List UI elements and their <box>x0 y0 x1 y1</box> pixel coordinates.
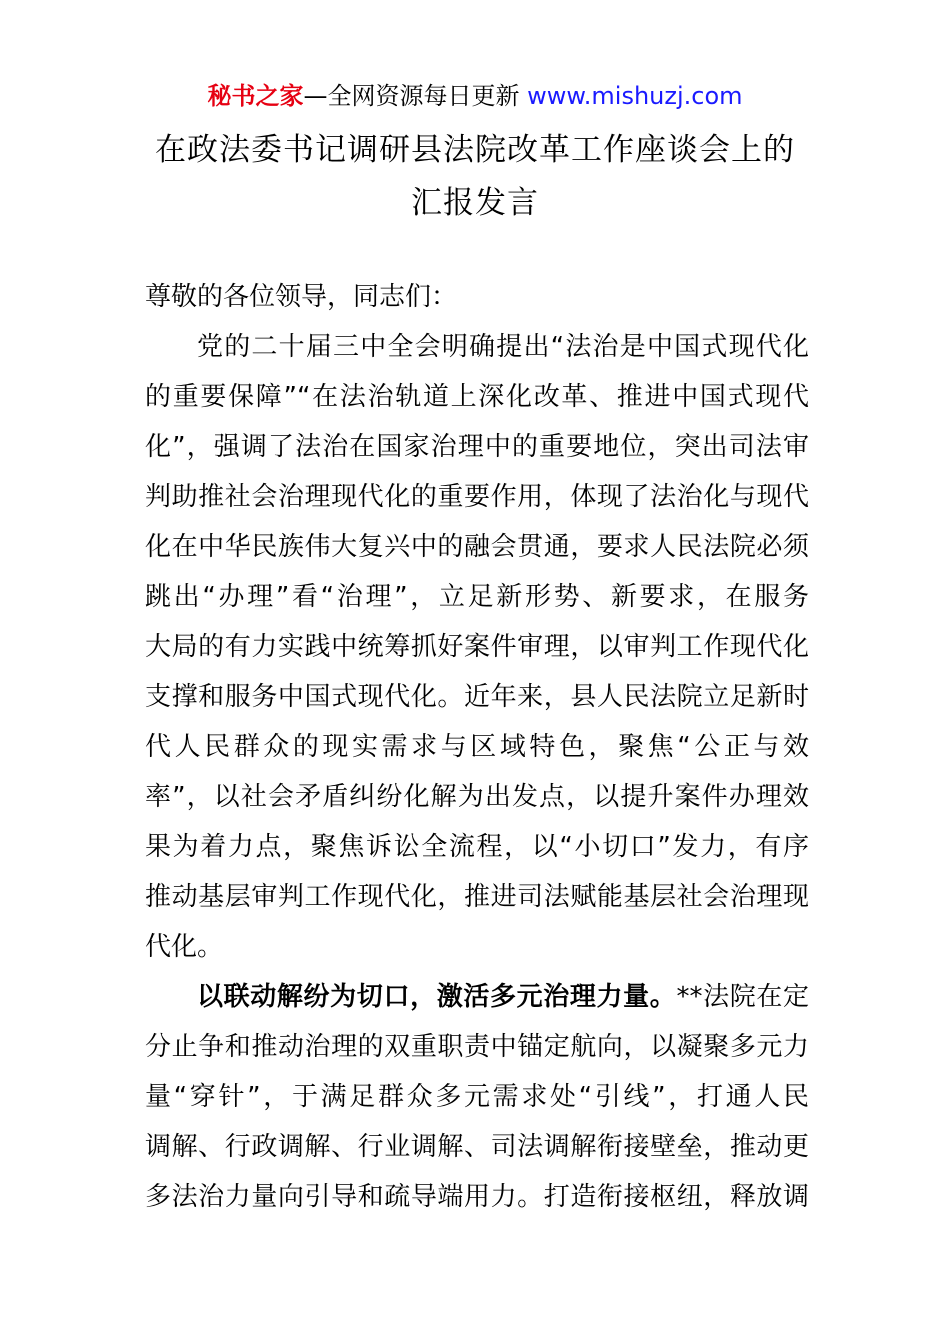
paragraph-line: 的重要保障”“在法治轨道上深化改革、推进中国式现代 <box>145 382 809 412</box>
paragraph-lead-rest: **法院在定 <box>676 982 809 1012</box>
site-brand: 秘书之家 <box>207 82 304 110</box>
title-line-2: 汇报发言 <box>411 185 539 221</box>
site-url[interactable]: www.mishuzj.com <box>527 82 743 110</box>
paragraph-line: 代人民群众的现实需求与区域特色，聚焦“公正与效 <box>145 732 809 762</box>
paragraph-line: 跳出“办理”看“治理”，立足新形势、新要求，在服务 <box>145 582 809 612</box>
paragraph-line: 代化。 <box>145 932 224 962</box>
document-body <box>145 272 809 1222</box>
paragraph-line <box>145 972 809 1022</box>
paragraph-line: 量“穿针”，于满足群众多元需求处“引线”，打通人民 <box>145 1082 809 1112</box>
paragraph-line: 调解、行政调解、行业调解、司法调解衔接壁垒，推动更 <box>145 1132 809 1162</box>
paragraph-2 <box>145 972 809 1222</box>
title-line-1: 在政法委书记调研县法院改革工作座谈会上的 <box>155 132 795 168</box>
paragraph-line: 化在中华民族伟大复兴中的融会贯通，要求人民法院必须 <box>145 532 809 562</box>
paragraph-line: 党的二十届三中全会明确提出“法治是中国式现代化 <box>197 332 809 362</box>
paragraph-line: 化”，强调了法治在国家治理中的重要地位，突出司法审 <box>145 432 809 462</box>
paragraph-lead: 以联动解纷为切口，激活多元治理力量。 <box>197 982 677 1012</box>
salutation: 尊敬的各位领导，同志们： <box>145 282 458 312</box>
paragraph-line: 大局的有力实践中统筹抓好案件审理，以审判工作现代化 <box>145 632 809 662</box>
paragraph-line: 多法治力量向引导和疏导端用力。打造衔接枢纽，释放调 <box>145 1182 809 1212</box>
paragraph-line: 率”，以社会矛盾纠纷化解为出发点，以提升案件办理效 <box>145 782 809 812</box>
paragraph-line: 果为着力点，聚焦诉讼全流程，以“小切口”发力，有序 <box>145 832 809 862</box>
paragraph-1 <box>145 322 809 972</box>
paragraph-line: 支撑和服务中国式现代化。近年来，县人民法院立足新时 <box>145 682 809 712</box>
site-tagline: —全网资源每日更新 <box>303 82 520 110</box>
paragraph-line: 推动基层审判工作现代化，推进司法赋能基层社会治理现 <box>145 882 809 912</box>
site-header <box>0 79 950 113</box>
paragraph-line: 判助推社会治理现代化的重要作用，体现了法治化与现代 <box>145 482 809 512</box>
paragraph-line: 分止争和推动治理的双重职责中锚定航向，以凝聚多元力 <box>145 1032 809 1062</box>
document-title <box>0 124 950 230</box>
